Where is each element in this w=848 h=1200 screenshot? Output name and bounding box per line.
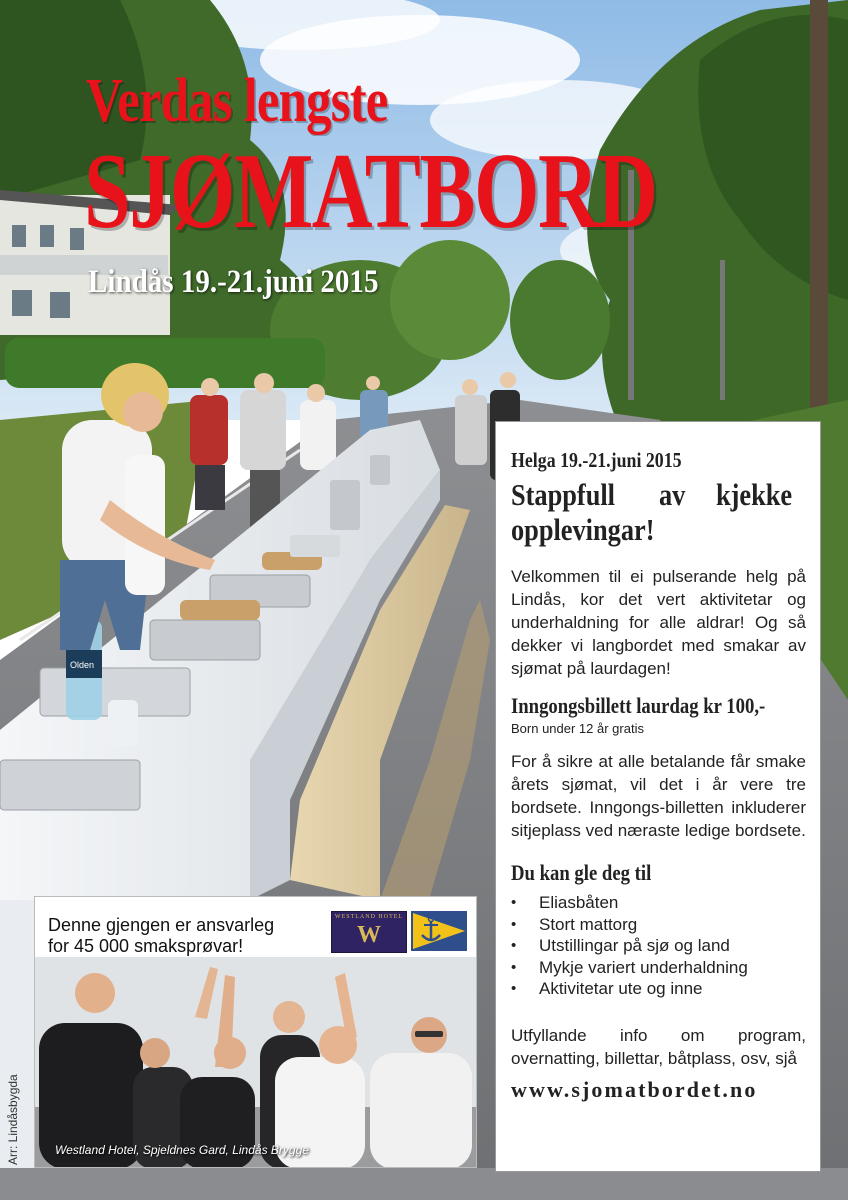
lindaas-brygge-logo <box>411 911 467 951</box>
team-caption-line: Denne gjengen er ansvarleg <box>48 915 275 935</box>
welcome-text: Velkommen til ei pulserande helg på Lindås, kor det vert aktivitetar og underhaldning for alle aldrar! Og så dekker vi langbordet med smakar av sjømat på laurdagen! <box>511 567 806 678</box>
info-headline <box>511 477 806 547</box>
headline-word: Stappfull <box>511 477 615 512</box>
organizer-credit: Arr: Lindåsbygda <box>6 1074 20 1165</box>
title-line-1: Verdas lengste <box>86 67 388 135</box>
westland-logo-text: WESTLAND HOTEL <box>334 914 404 920</box>
team-caption-line: for 45 000 smaksprøvar! <box>48 936 244 956</box>
list-item: • Mykje variert underhaldning <box>511 957 806 979</box>
headline-row-2 <box>511 512 806 547</box>
website-link[interactable]: www.sjomatbordet.no <box>511 1076 758 1102</box>
chefs-photo <box>35 957 477 1168</box>
title-date: Lindås 19.-21.juni 2015 <box>88 264 379 300</box>
info-panel <box>495 421 821 1172</box>
ticket-price-heading: Inngongsbillett laurdag kr 100,- <box>511 693 766 718</box>
bottle-label: Olden <box>70 660 95 670</box>
feature-list <box>511 892 806 1000</box>
list-item: • Utstillingar på sjø og land <box>511 935 806 957</box>
list-item: • Eliasbåten <box>511 892 806 914</box>
info-date-heading: Helga 19.-21.juni 2015 <box>511 448 682 472</box>
list-item: • Stort mattorg <box>511 914 806 936</box>
title-main: SJØMATBORD <box>84 132 657 251</box>
headline-row-1 <box>511 477 806 512</box>
team-caption <box>48 915 274 957</box>
more-info-text: Utfyllande info om program, overnatting, billettar, båtplass, osv, sjå <box>511 1025 806 1068</box>
headline-word: kjekke <box>716 477 793 512</box>
feature-list-heading: Du kan gle deg til <box>511 860 652 885</box>
headline-word: opplevingar! <box>511 512 655 547</box>
westland-logo-letter: W <box>357 922 381 948</box>
westland-hotel-logo <box>331 911 407 953</box>
headline-word: av <box>659 477 686 512</box>
ticket-note: Born under 12 år gratis <box>511 721 644 736</box>
photo-caption: Westland Hotel, Spjeldnes Gard, Lindås Brygge <box>55 1143 309 1157</box>
list-item: • Aktivitetar ute og inne <box>511 978 806 1000</box>
team-inset <box>34 896 477 1168</box>
seating-text: For å sikre at alle betalande får smake årets sjømat, vil det i år vere tre bordsete. Inngongs-billetten inkluderer sitjeplass ved næraste ledige bordsete. <box>511 752 806 840</box>
